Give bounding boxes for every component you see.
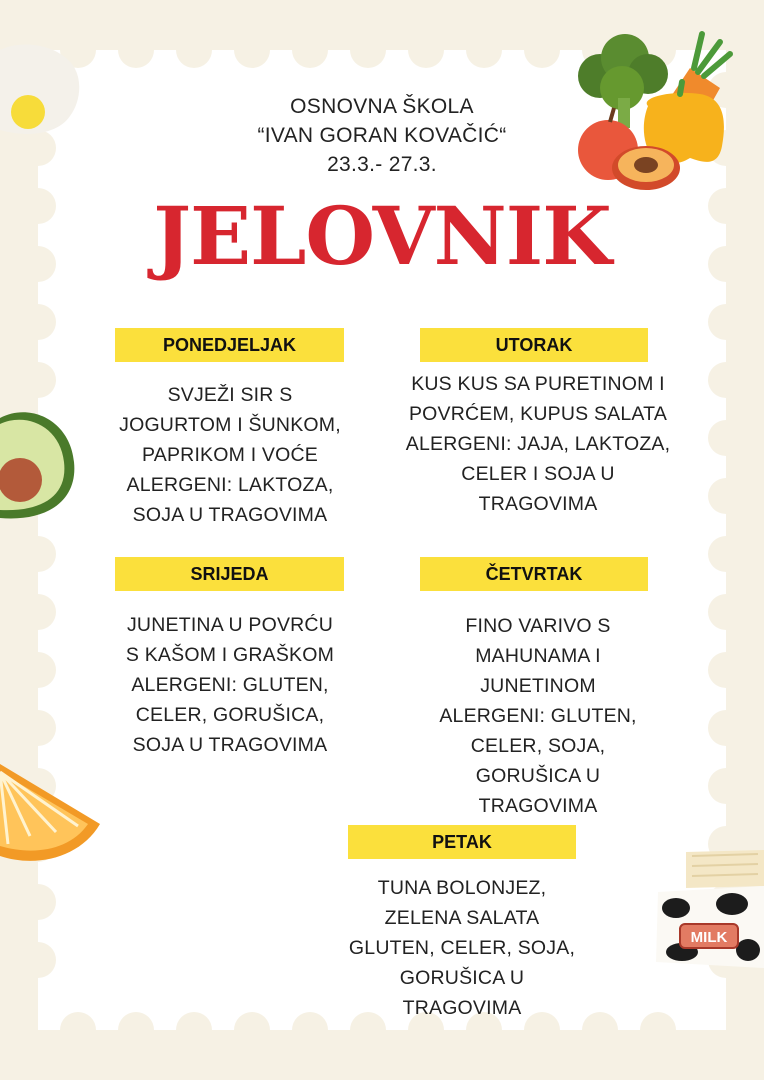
day-label-tuesday: UTORAK <box>420 328 648 362</box>
stamp-scallop <box>20 594 56 630</box>
page-title: JELOVNIK <box>153 189 611 283</box>
school-header <box>0 92 764 179</box>
menu-line: ALERGENI: JAJA, LAKTOZA, <box>405 433 671 455</box>
stamp-scallop <box>708 652 744 688</box>
day-menu-friday <box>324 873 600 1023</box>
day-label-friday: PETAK <box>348 825 576 859</box>
stamp-scallop <box>708 710 744 746</box>
stamp-scallop <box>708 768 744 804</box>
menu-line: CELER I SOJA U <box>461 463 615 485</box>
menu-line: PAPRIKOM I VOĆE <box>141 444 318 466</box>
stamp-scallop <box>466 32 502 68</box>
milk-carton-icon <box>652 846 764 970</box>
stamp-scallop <box>524 32 560 68</box>
menu-line: POVRĆEM, KUPUS SALATA <box>408 403 668 425</box>
stamp-scallop <box>60 1012 96 1048</box>
stamp-scallop <box>176 32 212 68</box>
menu-line: ZELENA SALATA <box>384 907 540 929</box>
day-menu-thursday <box>404 611 672 821</box>
stamp-scallop <box>118 32 154 68</box>
orange-slice-icon <box>0 764 104 864</box>
menu-line: S KAŠOM I GRAŠKOM <box>125 644 335 666</box>
stamp-scallop <box>20 362 56 398</box>
menu-line: KUS KUS SA PURETINOM I <box>411 373 665 395</box>
stamp-scallop <box>640 1012 676 1048</box>
milk-label: MILK <box>690 929 728 946</box>
menu-line: TRAGOVIMA <box>478 795 598 817</box>
stamp-scallop <box>708 478 744 514</box>
day-label-monday: PONEDJELJAK <box>115 328 344 362</box>
menu-dates: 23.3.- 27.3. <box>327 153 437 176</box>
stamp-scallop <box>234 1012 270 1048</box>
stamp-scallop <box>708 362 744 398</box>
menu-line: ALERGENI: LAKTOZA, <box>126 474 334 496</box>
stamp-scallop <box>708 594 744 630</box>
menu-line: GORUŠICA U <box>399 967 525 989</box>
day-label-wednesday: SRIJEDA <box>115 557 344 591</box>
menu-line: TRAGOVIMA <box>402 997 522 1019</box>
stamp-scallop <box>292 1012 328 1048</box>
school-name-line1: OSNOVNA ŠKOLA <box>290 95 474 118</box>
menu-line: FINO VARIVO S <box>465 615 611 637</box>
menu-line: ALERGENI: GLUTEN, <box>131 674 329 696</box>
stamp-scallop <box>20 884 56 920</box>
stamp-scallop <box>20 536 56 572</box>
stamp-scallop <box>350 32 386 68</box>
menu-line: CELER, SOJA, <box>470 735 606 757</box>
menu-line: JUNETINA U POVRĆU <box>126 614 333 636</box>
stamp-scallop <box>234 32 270 68</box>
stamp-scallop <box>20 652 56 688</box>
day-menu-monday <box>90 380 370 530</box>
stamp-scallop <box>708 304 744 340</box>
menu-line: TRAGOVIMA <box>478 493 598 515</box>
school-name-line2: “IVAN GORAN KOVAČIĆ“ <box>257 124 507 147</box>
day-menu-tuesday <box>404 369 672 519</box>
menu-line: CELER, GORUŠICA, <box>135 704 325 726</box>
menu-line: SVJEŽI SIR S <box>167 384 293 406</box>
stamp-scallop <box>176 1012 212 1048</box>
stamp-scallop <box>20 710 56 746</box>
stamp-scallop <box>118 1012 154 1048</box>
menu-line: SOJA U TRAGOVIMA <box>132 734 328 756</box>
day-menu-wednesday <box>90 610 370 760</box>
menu-line: SOJA U TRAGOVIMA <box>132 504 328 526</box>
menu-line: JOGURTOM I ŠUNKOM, <box>119 414 341 436</box>
stamp-scallop <box>708 420 744 456</box>
stamp-scallop <box>708 536 744 572</box>
stamp-scallop <box>20 942 56 978</box>
menu-line: JUNETINOM <box>480 675 596 697</box>
menu-line: TUNA BOLONJEZ, <box>377 877 547 899</box>
menu-line: GLUTEN, CELER, SOJA, <box>348 937 576 959</box>
menu-line: ALERGENI: GLUTEN, <box>439 705 637 727</box>
menu-line: GORUŠICA U <box>475 765 601 787</box>
day-label-thursday: ČETVRTAK <box>420 557 648 591</box>
stamp-scallop <box>292 32 328 68</box>
stamp-scallop <box>408 32 444 68</box>
menu-line: MAHUNAMA I <box>475 645 601 667</box>
stamp-scallop <box>20 304 56 340</box>
avocado-icon <box>0 408 76 520</box>
